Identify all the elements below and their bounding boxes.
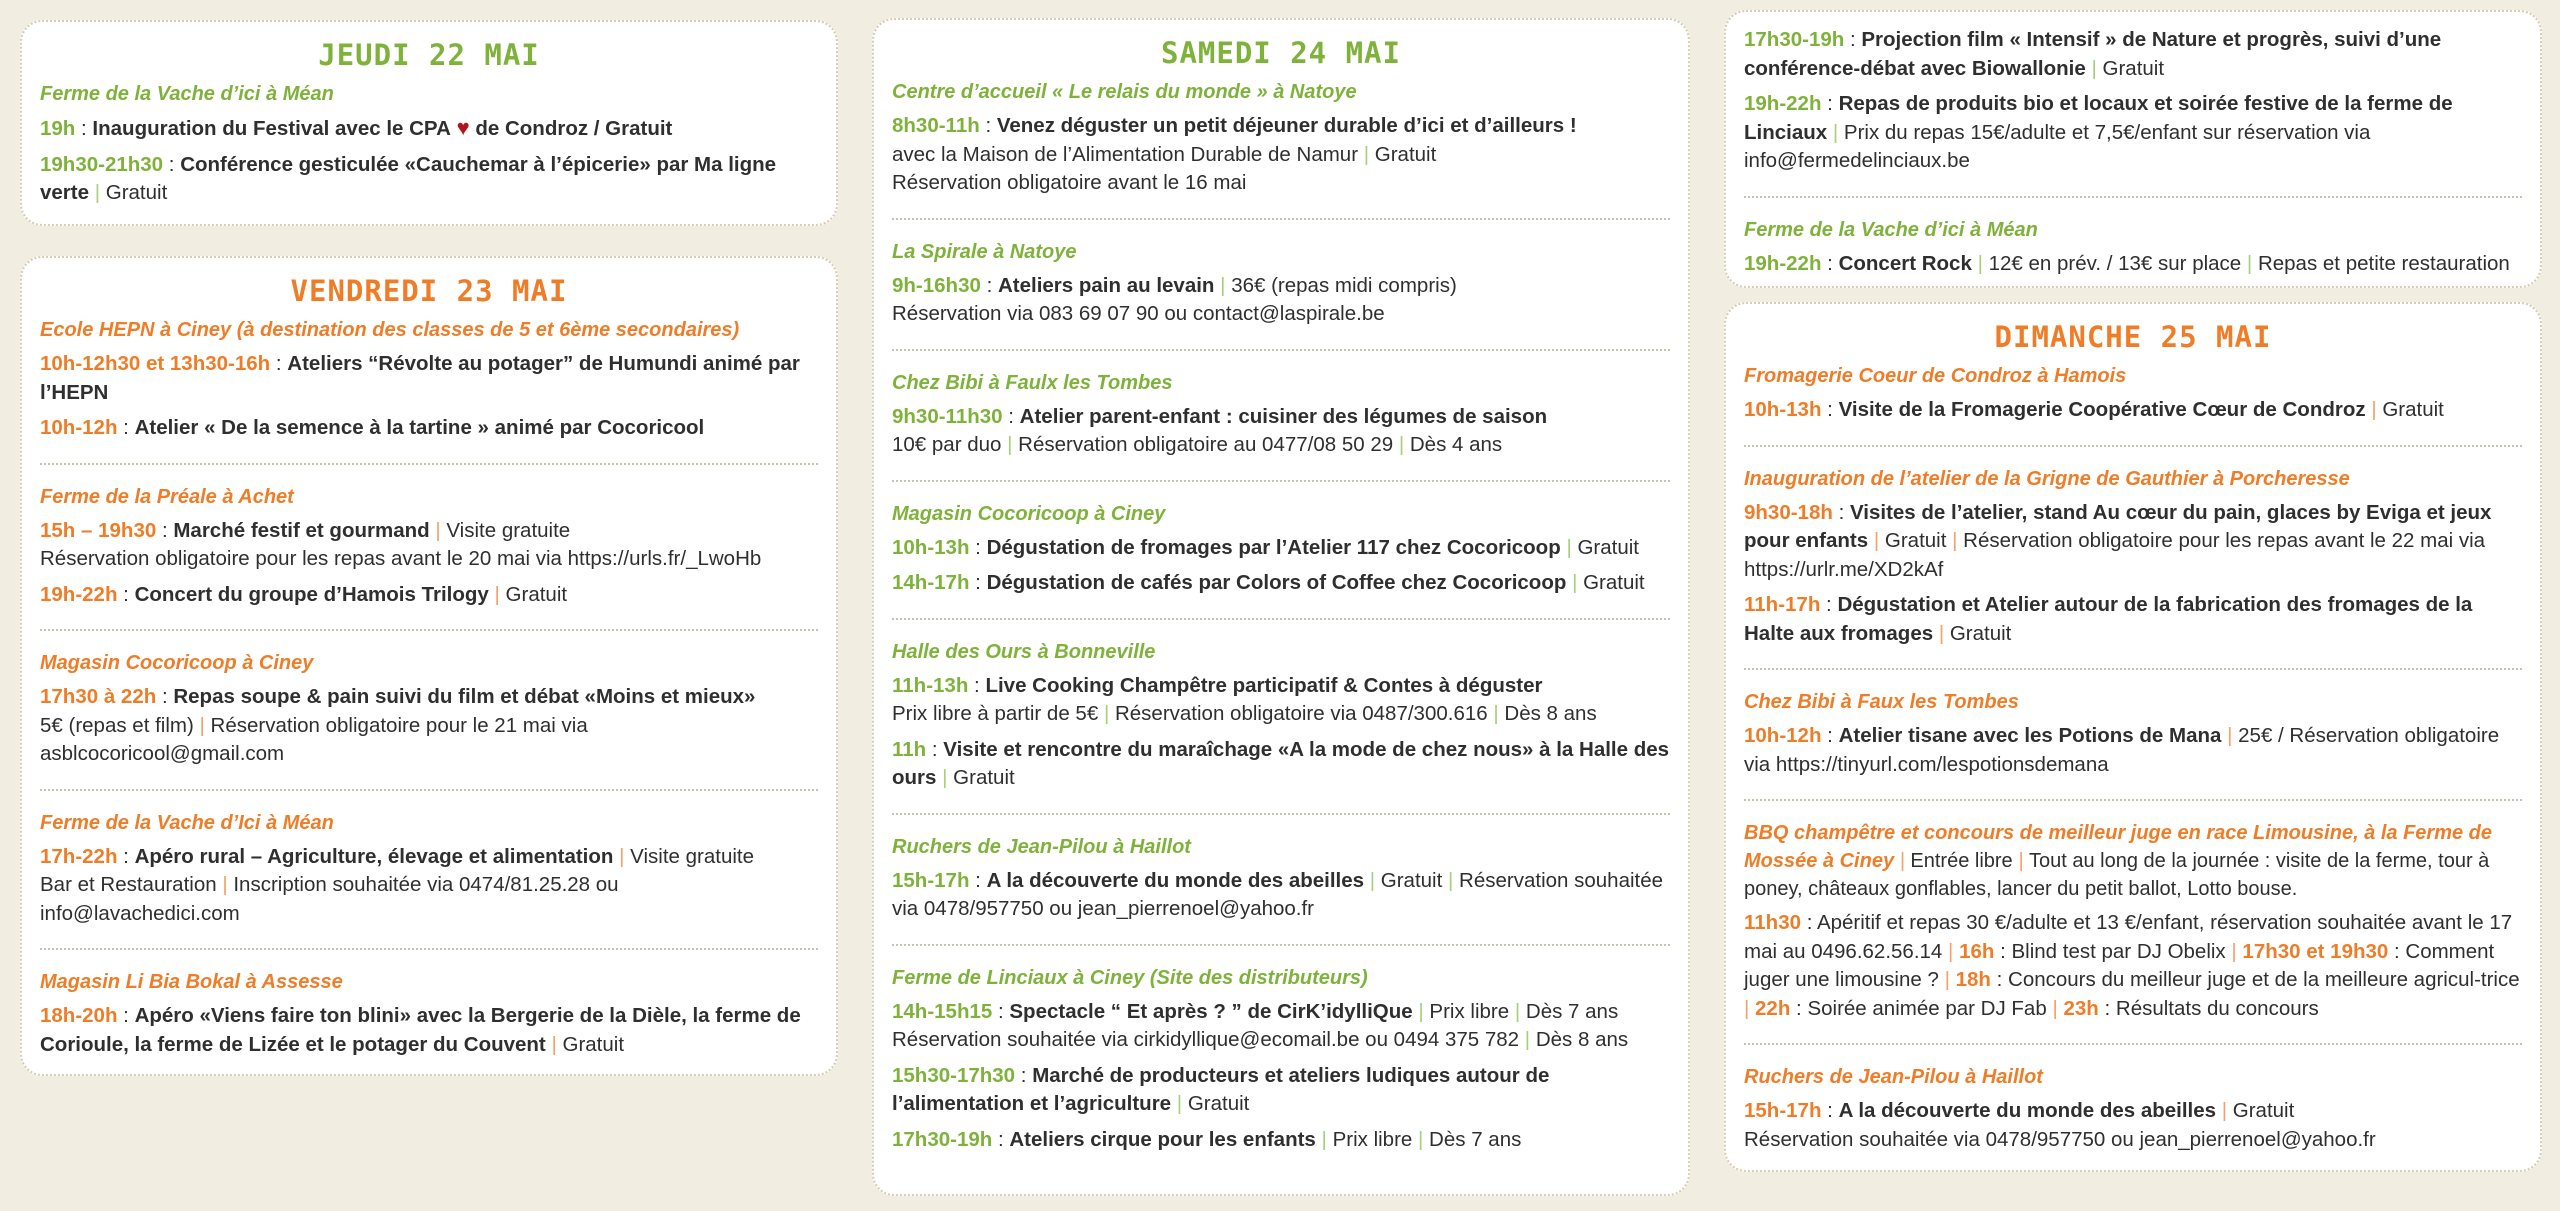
event-text: : Soirée animée par DJ Fab [1790, 996, 2047, 1020]
event-time: 15h-17h [892, 868, 970, 892]
separator: | [2231, 939, 2237, 963]
venue-title [1744, 819, 2522, 903]
event-info: Repas et petite restauration [2257, 251, 2510, 275]
separator: | [222, 873, 228, 896]
event-text: : Résultats du concours [2098, 996, 2319, 1020]
venue-title [40, 649, 818, 677]
event-group [1744, 216, 2522, 279]
event-info: Réservation obligatoire pour le 21 mai via asblcocoricool@gmail.com [40, 713, 588, 765]
event-item: 14h-15h15 : Spectacle “ Et après ? ” de CirK’idylliQue | Prix libre | Dès 7 ans Réservation souhaitée via cirkidyllique@ecomail.be ou 0494 375 782 | Dès 8 ans [892, 999, 1629, 1051]
event-group [1744, 688, 2522, 779]
event-title: Repas de produits bio et locaux et soirée festive de la ferme de Linciaux [1744, 92, 2453, 144]
event-note: 10€ par duo [892, 433, 1002, 456]
event-group [40, 649, 818, 769]
event-group [40, 80, 818, 208]
event-group [40, 483, 818, 610]
event-title: Dégustation de fromages par l’Atelier 117 chez Cocoricoop [986, 535, 1561, 559]
event-item: 14h-17h : Dégustation de cafés par Colors of Coffee chez Cocoricoop | Gratuit [892, 571, 1645, 594]
event-title: Dégustation et Atelier autour de la fabrication des fromages de la Halte aux fromages [1744, 593, 2473, 645]
event-info: 25€ / Réservation obligatoire via https://tinyurl.com/lespotionsdemana [1744, 724, 2500, 776]
event-note: Réservation obligatoire pour les repas avant le 20 mai via https://urls.fr/_LwoHb [40, 547, 762, 570]
event-item: 11h : Visite et rencontre du maraîchage «A la mode de chez nous» à la Halle des ours | Gratuit [892, 737, 1670, 789]
separator: | [1952, 529, 1958, 552]
venue-name: Ferme de la Préale à Achet [40, 485, 294, 508]
event-info: Réservation souhaitée via 0478/957750 ou jean_pierrenoel@yahoo.fr [892, 868, 1664, 920]
venue-title [892, 638, 1670, 666]
event-group [1744, 465, 2522, 649]
event-info: Gratuit [1380, 868, 1443, 892]
event-time: 11h [892, 737, 927, 761]
event-title: Marché festif et gourmand [173, 518, 430, 542]
event-time: 17h30 et 19h30 [2242, 939, 2389, 963]
event-item: 11h-17h : Dégustation et Atelier autour de la fabrication des fromages de la Halte aux fromages | Gratuit [1744, 593, 2473, 645]
venue-name: BBQ champêtre et concours de meilleur juge en race Limousine, à la Ferme de Mossée à Ciney [1744, 822, 2493, 872]
event-time: 19h-22h [1744, 251, 1822, 275]
event-item: 11h-13h : Live Cooking Champêtre participatif & Contes à déguster Prix libre à partir de 5€ | Réservation obligatoire via 0487/300.616 | Dès 8 ans [892, 673, 1597, 725]
event-title: Ateliers cirque pour les enfants [1009, 1127, 1316, 1151]
card-friday [20, 256, 838, 1076]
event-group [892, 500, 1670, 598]
venue-name: Chez Bibi à Faux les Tombes [1744, 691, 2019, 713]
separator: | [2018, 850, 2024, 872]
separator: | [1176, 1092, 1183, 1115]
separator: | [2227, 724, 2233, 747]
venue-title [892, 238, 1670, 266]
event-time: 18h-20h [40, 1004, 118, 1027]
event-info: Gratuit [953, 766, 1015, 789]
event-group [1744, 26, 2522, 176]
event-group [892, 78, 1670, 198]
card-thursday [20, 20, 838, 226]
event-time: 14h-15h15 [892, 999, 993, 1023]
event-text: : Concours du meilleur juge et de la meilleure agricul-trice [1990, 968, 2520, 991]
event-note: Réservation via 083 69 07 90 ou contact@laspirale.be [892, 302, 1385, 325]
event-time: 8h30-11h [892, 114, 980, 137]
event-info: Gratuit [1583, 571, 1645, 594]
event-info: Gratuit [2102, 56, 2165, 80]
event-title: Atelier tisane avec les Potions de Mana [1838, 724, 2222, 747]
event-title: Concert Rock [1838, 251, 1972, 275]
event-title: A la découverte du monde des abeilles [1838, 1099, 2217, 1122]
event-title: Visite et rencontre du maraîchage «A la mode de chez nous» à la Halle des ours [892, 737, 1670, 789]
venue-info: Entrée libre [1910, 850, 2013, 872]
separator: | [1899, 850, 1905, 872]
event-title: Repas soupe & pain suivi du film et débat «Moins et mieux» [173, 685, 756, 708]
divider [892, 813, 1670, 815]
event-note: Réservation obligatoire avant le 16 mai [892, 171, 1247, 194]
separator: | [435, 518, 441, 542]
event-group [892, 369, 1670, 460]
separator: | [94, 181, 101, 204]
venue-title [892, 833, 1670, 861]
venue-name: Ruchers de Jean-Pilou à Haillot [1744, 1066, 2043, 1088]
separator: | [551, 1032, 557, 1056]
day-heading: SAMEDI 24 MAI [1161, 36, 1401, 70]
venue-title [40, 80, 818, 108]
event-time: 22h [1755, 996, 1791, 1020]
event-info: Dès 7 ans [1525, 999, 1619, 1023]
event-group [892, 833, 1670, 924]
separator: | [1103, 702, 1110, 725]
event-group [1744, 362, 2522, 425]
event-item [1744, 909, 2522, 1023]
event-item: 19h-22h : Concert Rock | 12€ en prév. / 13€ sur place | Repas et petite restauration [1744, 251, 2510, 275]
event-info: Gratuit [2232, 1099, 2295, 1122]
event-item: 17h30-19h : Projection film « Intensif » de Nature et progrès, suivi d’une conférence-débat avec Biowallonie | Gratuit [1744, 28, 2442, 80]
day-heading: DIMANCHE 25 MAI [1994, 320, 2272, 354]
separator: | [1369, 868, 1376, 892]
separator: | [942, 766, 948, 789]
event-group [892, 964, 1670, 1155]
event-item: 10h-12h : Atelier tisane avec les Potions de Mana | 25€ / Réservation obligatoire via https://tinyurl.com/lespotionsdemana [1744, 724, 2500, 776]
venue-name: Ferme de la Vache d’ici à Méan [1744, 218, 2038, 241]
venue-title [40, 483, 818, 511]
event-group [40, 968, 818, 1059]
venue-title [892, 369, 1670, 397]
event-item: 15h-17h : A la découverte du monde des abeilles | Gratuit | Réservation souhaitée via 0478/957750 ou jean_pierrenoel@yahoo.fr [892, 868, 1664, 920]
separator: | [619, 844, 625, 868]
event-title: Atelier parent-enfant : cuisiner des légumes de saison [1019, 404, 1548, 428]
event-note: 5€ (repas et film) [40, 713, 194, 737]
event-time: 11h-17h [1744, 593, 1821, 616]
venue-title [892, 78, 1670, 106]
event-title: de Condroz / Gratuit [475, 117, 673, 140]
separator: | [2246, 251, 2253, 275]
event-time: 19h30-21h30 [40, 152, 164, 176]
venue-name: La Spirale à Natoye [892, 240, 1077, 263]
venue-title [40, 968, 818, 996]
event-info: Gratuit [562, 1032, 625, 1056]
event-note: avec la Maison de l’Alimentation Durable de Namur [892, 142, 1359, 166]
divider [40, 789, 818, 791]
venue-name: Centre d’accueil « Le relais du monde » à Natoye [892, 81, 1357, 103]
divider [892, 218, 1670, 220]
event-info: Réservation obligatoire pour les repas avant le 22 mai via https://urlr.me/XD2kAf [1744, 529, 2486, 581]
event-title: Apéro «Viens faire ton blini» avec la Bergerie de la Dièle, la ferme de Corioule, la ferme de Lizée et le potager du Couvent [40, 1004, 801, 1056]
event-info: Inscription souhaitée via 0474/81.25.28 ou info@lavachedici.com [40, 873, 619, 925]
event-item: 9h-16h30 : Ateliers pain au levain | 36€ (repas midi compris) Réservation via 083 69 07 90 ou contact@laspirale.be [892, 273, 1457, 325]
event-info: Visite gratuite [446, 518, 571, 542]
event-title: Apéro rural – Agriculture, élevage et alimentation [134, 844, 614, 868]
separator: | [2052, 996, 2058, 1020]
venue-title [1744, 465, 2522, 493]
venue-name: Halle des Ours à Bonneville [892, 640, 1156, 663]
event-time: 10h-12h [40, 416, 118, 439]
event-info: Prix libre [1429, 999, 1510, 1023]
event-group [40, 809, 818, 929]
divider [40, 463, 818, 465]
event-info: 12€ en prév. / 13€ sur place [1988, 251, 2242, 275]
day-heading: JEUDI 22 MAI [318, 38, 540, 72]
event-item: 15h30-17h30 : Marché de producteurs et ateliers ludiques autour de l’alimentation et l’agriculture | Gratuit [892, 1063, 1550, 1115]
venue-name: Ruchers de Jean-Pilou à Haillot [892, 835, 1191, 858]
event-info: Prix libre [1332, 1127, 1413, 1151]
event-time: 19h [40, 117, 76, 140]
venue-title [1744, 1063, 2522, 1091]
event-item: 18h-20h : Apéro «Viens faire ton blini» avec la Bergerie de la Dièle, la ferme de Corioule, la ferme de Lizée et le potager du Couvent | Gratuit [40, 1004, 801, 1056]
event-title: Projection film « Intensif » de Nature et progrès, suivi d’une conférence-débat avec Biowallonie [1744, 28, 2442, 80]
card-saturday [872, 18, 1690, 1196]
event-item: 10h-13h : Visite de la Fromagerie Coopérative Cœur de Condroz | Gratuit [1744, 398, 2444, 421]
venue-name: Inauguration de l’atelier de la Grigne de Gauthier à Porcheresse [1744, 467, 2350, 490]
event-info: Dès 8 ans [1504, 702, 1597, 725]
event-info: Gratuit [105, 181, 168, 204]
separator: | [1363, 142, 1370, 166]
venue-title [1744, 688, 2522, 716]
event-item: 10h-13h : Dégustation de fromages par l’Atelier 117 chez Cocoricoop | Gratuit [892, 535, 1639, 559]
event-note: Bar et Restauration [40, 873, 217, 896]
event-title: Live Cooking Champêtre participatif & Contes à déguster [985, 673, 1543, 697]
venue-title [1744, 362, 2522, 390]
event-title: Ateliers “Révolte au potager” de Humundi animé par l’HEPN [40, 352, 800, 404]
event-time: 23h [2063, 996, 2099, 1020]
venue-name: Magasin Cocoricoop à Ciney [892, 502, 1166, 525]
event-group [1744, 819, 2522, 1023]
event-info: Gratuit [1374, 142, 1437, 166]
separator: | [1514, 999, 1521, 1023]
event-item: 9h30-18h : Visites de l’atelier, stand Au cœur du pain, glaces by Eviga et jeux pour enfants | Gratuit | Réservation obligatoire pour les repas avant le 22 mai via https://urlr.me/XD2kAf [1744, 500, 2492, 581]
separator: | [1572, 571, 1578, 594]
event-title: Visite de la Fromagerie Coopérative Cœur de Condroz [1838, 398, 2366, 421]
venue-name: Magasin Li Bia Bokal à Assesse [40, 971, 343, 993]
event-title: Atelier « De la semence à la tartine » animé par Cocoricool [134, 416, 705, 439]
event-item: 8h30-11h : Venez déguster un petit déjeuner durable d’ici et d’ailleurs ! avec la Maison de l’Alimentation Durable de Namur | Gratuit Réservation obligatoire avant le 16 mai [892, 114, 1577, 194]
separator: | [494, 582, 500, 606]
event-item: 19h30-21h30 : Conférence gesticulée «Cauchemar à l’épicerie» par Ma ligne verte | Gratuit [40, 152, 777, 204]
separator: | [1832, 120, 1839, 144]
event-title: Spectacle “ Et après ? ” de CirK’idylliQue [1009, 999, 1413, 1023]
event-title: Venez déguster un petit déjeuner durable d’ici et d’ailleurs ! [996, 114, 1577, 137]
divider [40, 629, 818, 631]
separator: | [1418, 1127, 1424, 1151]
separator: | [1948, 939, 1954, 963]
separator: | [1448, 868, 1454, 892]
event-item: 19h-22h : Repas de produits bio et locaux et soirée festive de la ferme de Linciaux | Prix du repas 15€/adulte et 7,5€/enfant sur réservation via info@fermedelinciaux.be [1744, 92, 2453, 172]
event-title: Marché de producteurs et ateliers ludiques autour de l’alimentation et l’agriculture [892, 1063, 1550, 1115]
separator: | [1220, 273, 1226, 297]
separator: | [1493, 702, 1499, 725]
separator: | [2371, 398, 2377, 421]
event-info: Dès 7 ans [1429, 1127, 1522, 1151]
separator: | [2091, 56, 2097, 80]
separator: | [1873, 529, 1880, 552]
venue-title [40, 316, 818, 344]
event-info: Prix du repas 15€/adulte et 7,5€/enfant sur réservation via info@fermedelinciaux.be [1744, 120, 2371, 172]
event-info: Gratuit [1949, 621, 2012, 645]
event-text: : Blind test par DJ Obelix [1994, 939, 2226, 963]
event-item: 9h30-11h30 : Atelier parent-enfant : cuisiner des légumes de saison 10€ par duo | Réservation obligatoire au 0477/08 50 29 | Dès 4 ans [892, 404, 1548, 456]
event-title: Ateliers pain au levain [997, 273, 1215, 297]
event-group [1744, 1063, 2522, 1154]
event-item: 19h-22h : Concert du groupe d’Hamois Trilogy | Gratuit [40, 582, 568, 606]
event-group [40, 316, 818, 443]
divider [1744, 668, 2522, 670]
separator: | [1566, 535, 1572, 559]
venue-title [892, 964, 1670, 992]
event-time: 17h30-19h [892, 1127, 993, 1151]
venue-name: Ferme de la Vache d’ici à Méan [40, 83, 334, 105]
event-title: Inauguration du Festival avec le CPA [92, 117, 451, 140]
divider [892, 618, 1670, 620]
event-info: Réservation obligatoire au 0477/08 50 29 [1018, 433, 1394, 456]
divider [892, 480, 1670, 482]
venue-name: Chez Bibi à Faulx les Tombes [892, 371, 1173, 394]
separator: | [1398, 433, 1405, 456]
event-time: 11h-13h [892, 673, 969, 697]
separator: | [1007, 433, 1013, 456]
card-sunday [1724, 302, 2542, 1172]
event-time: 10h-13h [892, 535, 970, 559]
event-info: Dès 8 ans [1535, 1028, 1629, 1051]
event-time: 9h-16h30 [892, 273, 981, 297]
event-item: 17h30-19h : Ateliers cirque pour les enfants | Prix libre | Dès 7 ans [892, 1127, 1522, 1151]
event-text: : Comment juger une limousine ? [1744, 939, 2495, 991]
venue-name: Magasin Cocoricoop à Ciney [40, 652, 314, 674]
divider [892, 349, 1670, 351]
event-title: Visites de l’atelier, stand Au cœur du pain, glaces by Eviga et jeux pour enfants [1744, 500, 2492, 552]
separator: | [1321, 1127, 1327, 1151]
event-time: 15h-17h [1744, 1099, 1822, 1122]
venue-title [40, 809, 818, 837]
event-info: Dès 4 ans [1409, 433, 1503, 456]
event-time: 14h-17h [892, 571, 970, 594]
event-time: 10h-13h [1744, 398, 1822, 421]
separator: | [1418, 999, 1424, 1023]
venue-name: Ecole HEPN à Ciney (à destination des classes de 5 et 6ème secondaires) [40, 319, 740, 341]
separator: | [1944, 968, 1950, 991]
divider [40, 948, 818, 950]
event-time: 9h30-18h [1744, 500, 1833, 524]
separator: | [2221, 1099, 2228, 1122]
event-item: 17h-22h : Apéro rural – Agriculture, élevage et alimentation | Visite gratuite Bar et Restauration | Inscription souhaitée via 0474/81.25.28 ou info@lavachedici.com [40, 844, 755, 925]
event-item: 10h-12h : Atelier « De la semence à la tartine » animé par Cocoricool [40, 416, 705, 439]
heart-icon: ♥ [456, 115, 470, 140]
event-title: Dégustation de cafés par Colors of Coffee chez Cocoricoop [986, 571, 1567, 594]
venue-name: Ferme de Linciaux à Ciney (Site des distributeurs) [892, 966, 1368, 989]
separator: | [1977, 251, 1983, 275]
event-info: Gratuit [1884, 529, 1947, 552]
event-info: Réservation obligatoire via 0487/300.616 [1114, 702, 1488, 725]
event-time: 15h – 19h30 [40, 518, 157, 542]
event-info: Gratuit [1577, 535, 1639, 559]
event-info: Gratuit [1187, 1092, 1250, 1115]
divider [1744, 1043, 2522, 1045]
card-saturday-continued [1724, 10, 2542, 288]
event-time: 11h30 [1744, 911, 1801, 934]
divider [1744, 196, 2522, 198]
venue-title [892, 500, 1670, 528]
divider [1744, 799, 2522, 801]
event-time: 10h-12h30 et 13h30-16h [40, 352, 271, 375]
day-heading: VENDREDI 23 MAI [290, 274, 568, 308]
event-time: 17h30-19h [1744, 28, 1845, 51]
divider [892, 944, 1670, 946]
event-item: 19h : Inauguration du Festival avec le CPA ♥ de Condroz / Gratuit [40, 115, 673, 140]
event-title: Concert du groupe d’Hamois Trilogy [134, 582, 489, 606]
event-time: 9h30-11h30 [892, 404, 1003, 428]
venue-info: Tout au long de la journée : visite de la ferme, tour à poney, châteaux gonflables, lancer du petit ballot, Lotto bouse. [1744, 850, 2490, 900]
event-note: Réservation souhaitée via 0478/957750 ou jean_pierrenoel@yahoo.fr [1744, 1127, 2376, 1151]
event-time: 16h [1959, 939, 1995, 963]
event-text: : Apéritif et repas 30 €/adulte et 13 €/enfant, réservation souhaitée avant le 17 mai au 0496.62.56.14 [1744, 911, 2513, 963]
event-title: A la découverte du monde des abeilles [986, 868, 1365, 892]
divider [1744, 445, 2522, 447]
event-note: Réservation souhaitée via cirkidyllique@ecomail.be ou 0494 375 782 [892, 1028, 1520, 1051]
event-time: 18h [1955, 968, 1991, 991]
event-info: Visite gratuite [630, 844, 755, 868]
event-item: 10h-12h30 et 13h30-16h : Ateliers “Révolte au potager” de Humundi animé par l’HEPN [40, 352, 800, 404]
event-time: 17h-22h [40, 844, 118, 868]
separator: | [1524, 1028, 1531, 1051]
event-item: 17h30 à 22h : Repas soupe & pain suivi du film et débat «Moins et mieux» 5€ (repas et film) | Réservation obligatoire pour le 21 mai via asblcocoricool@gmail.com [40, 685, 756, 765]
event-group [892, 238, 1670, 329]
event-note: Prix libre à partir de 5€ [892, 702, 1099, 725]
event-time: 15h30-17h30 [892, 1063, 1016, 1087]
event-title: Conférence gesticulée «Cauchemar à l’épicerie» par Ma ligne verte [40, 152, 777, 204]
event-time: 17h30 à 22h [40, 685, 157, 708]
separator: | [1938, 621, 1945, 645]
event-info: 36€ (repas midi compris) [1231, 273, 1457, 297]
venue-name: Ferme de la Vache d’Ici à Méan [40, 811, 334, 834]
separator: | [1744, 996, 1750, 1020]
event-item: 15h-17h : A la découverte du monde des abeilles | Gratuit Réservation souhaitée via 0478/957750 ou jean_pierrenoel@yahoo.fr [1744, 1099, 2376, 1151]
event-group [892, 638, 1670, 793]
event-time: 19h-22h [1744, 92, 1822, 115]
separator: | [199, 713, 205, 737]
event-info: Gratuit [2382, 398, 2444, 421]
event-time: 19h-22h [40, 582, 118, 606]
venue-name: Fromagerie Coeur de Condroz à Hamois [1744, 365, 2127, 387]
event-time: 10h-12h [1744, 724, 1822, 747]
event-item: 15h – 19h30 : Marché festif et gourmand | Visite gratuite Réservation obligatoire pour les repas avant le 20 mai via https://urls.fr/_LwoHb [40, 518, 762, 570]
venue-title [1744, 216, 2522, 244]
event-info: Gratuit [505, 582, 568, 606]
